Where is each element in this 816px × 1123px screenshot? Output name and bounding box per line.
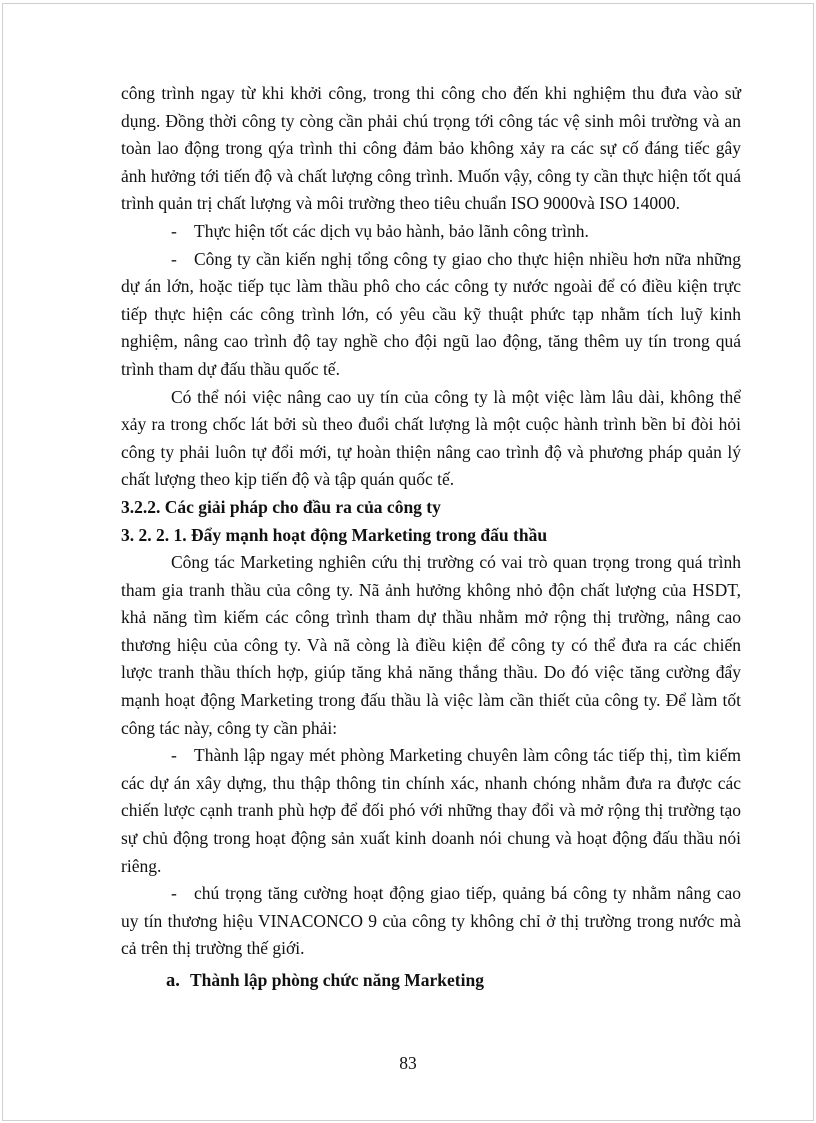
bullet-dash: - xyxy=(171,220,177,241)
bullet-text: Công ty cần kiến nghị tổng công ty giao cho thực hiện nhiều hơn nữa những dự án lớn, hoặc tiếp tục làm thầu phô cho các công ty nước ngoài để có điều kiện trực tiếp thực hiện các công trình lớn, có yêu cầu kỹ thuật phức tạp nhằm tích luỹ kinh nghiệm, nâng cao trình độ tay nghề cho đội ngũ lao động, tăng thêm uy tín trong quá trình tham dự đấu thầu quốc tế. xyxy=(121,248,741,379)
bullet-dash: - xyxy=(171,745,177,766)
document-body xyxy=(121,80,741,996)
page-number: 83 xyxy=(399,1053,417,1073)
bullet-warranty xyxy=(121,218,741,246)
paragraph-reputation: Có thể nói việc nâng cao uy tín của công ty là một việc làm lâu dài, không thể xảy ra trong chốc lát bởi sù theo đuổi chất lượng là một cuộc hành trình bền bỉ đòi hỏi công ty phải luôn tự đổi mới, tự hoàn thiện nâng cao trình độ và phương pháp quản lý chất lượng theo kịp tiến độ và tập quán quốc tế. xyxy=(121,386,741,490)
subsection-heading: 3. 2. 2. 1. Đẩy mạnh hoạt động Marketing trong đấu thầu xyxy=(121,524,548,545)
bullet-dash: - xyxy=(171,883,177,904)
item-letter: a. xyxy=(166,971,180,991)
bullet-text: chú trọng tăng cường hoạt động giao tiếp, quảng bá công ty nhằm nâng cao uy tín thương hiệu VINACONCO 9 của công ty không chỉ ở thị trường trong nước mà cả trên thị trường thế giới. xyxy=(121,883,741,959)
bullet-large-projects xyxy=(121,246,741,384)
item-heading-text: Thành lập phòng chức năng Marketing xyxy=(190,970,484,990)
bullet-marketing-department xyxy=(121,742,741,880)
section-heading: 3.2.2. Các giải pháp cho đầu ra của công ty xyxy=(121,496,441,517)
bullet-text: Thực hiện tốt các dịch vụ bảo hành, bảo lãnh công trình. xyxy=(194,220,589,241)
paragraph-marketing: Công tác Marketing nghiên cứu thị trường có vai trò quan trọng trong quá trình tham gia tranh thầu của công ty. Nã ảnh hưởng không nhỏ độn chất lượng của HSDT, khả năng tìm kiếm các công trình tham dự thầu nhằm mở rộng thị trường, nâng cao thương hiệu của công ty. Và nã còng là điều kiện để công ty có thể đưa ra các chiến lược tranh thầu thích hợp, giúp tăng khả năng thắng thầu. Do đó việc tăng cường đẩy mạnh hoạt động Marketing trong đấu thầu là việc làm cần thiết của công ty. Để làm tốt công tác này, công ty cần phải: xyxy=(121,552,741,738)
item-heading xyxy=(121,967,741,996)
paragraph-quality-management: công trình ngay từ khi khởi công, trong thi công cho đến khi nghiệm thu đưa vào sử dụng. Đồng thời công ty còng cần phải chú trọng tới công tác vệ sinh môi trường và an toàn lao động trong qýa trình thi công đảm bảo không xảy ra các sự cố đáng tiếc gây ảnh hưởng tới tiến độ và chất lượng công trình. Muốn vậy, công ty cần thực hiện tốt quá trình quản trị chất lượng và môi trường theo tiêu chuẩn ISO 9000và ISO 14000. xyxy=(121,83,741,214)
bullet-dash: - xyxy=(171,248,177,269)
bullet-text: Thành lập ngay mét phòng Marketing chuyên làm công tác tiếp thị, tìm kiếm các dự án xây dựng, thu thập thông tin chính xác, nhanh chóng nhằm đưa ra được các chiến lược cạnh tranh phù hợp để đối phó với những thay đổi và mở rộng thị trường tạo sự chủ động trong hoạt động sản xuất kinh doanh nói chung và hoạt động đấu thầu nói riêng. xyxy=(121,745,741,876)
bullet-brand-promotion xyxy=(121,880,741,963)
